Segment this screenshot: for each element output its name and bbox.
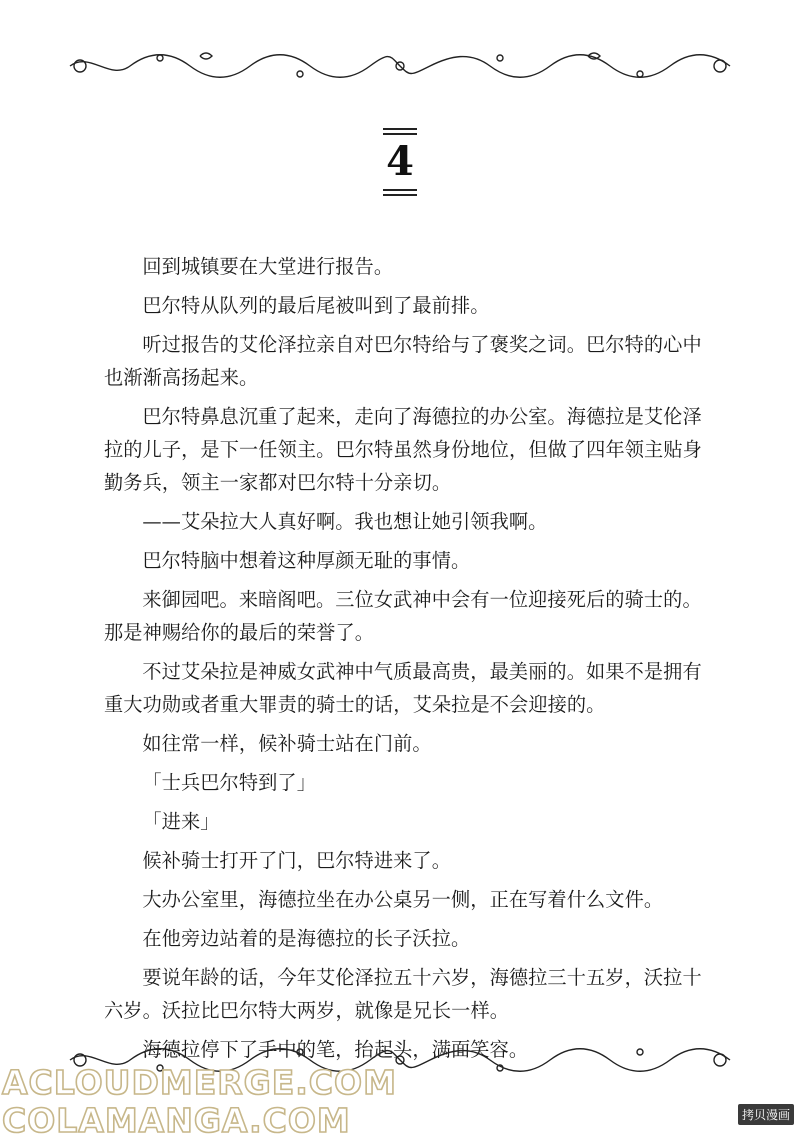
paragraph: 在他旁边站着的是海德拉的长子沃拉。: [142, 927, 471, 950]
paragraph: 如往常一样，候补骑士站在门前。: [142, 732, 432, 755]
paragraph: 来御园吧。来暗阁吧。三位女武神中会有一位迎接死后的骑士的。那是神赐给你的最后的荣誉了。: [104, 588, 702, 644]
paragraph: 「进来」: [142, 810, 220, 833]
paragraph: 海德拉停下了手中的笔，抬起头，满面笑容。: [142, 1038, 529, 1061]
paragraph: 候补骑士打开了门，巴尔特进来了。: [142, 849, 451, 872]
paragraph: 听过报告的艾伦泽拉亲自对巴尔特给与了褒奖之词。巴尔特的心中也渐渐高扬起来。: [104, 333, 702, 389]
paragraph: 大办公室里，海德拉坐在办公桌另一侧，正在写着什么文件。: [142, 888, 664, 911]
watermark: [2, 1064, 397, 1140]
chapter-number: 4: [386, 138, 414, 185]
paragraph: 「士兵巴尔特到了」: [142, 771, 316, 794]
source-stamp: 拷贝漫画: [738, 1104, 794, 1125]
paragraph: ——艾朵拉大人真好啊。我也想让她引领我啊。: [142, 510, 548, 533]
paragraph: 回到城镇要在大堂进行报告。: [142, 255, 394, 278]
body-text: [104, 250, 704, 1072]
paragraph: 不过艾朵拉是神威女武神中气质最高贵，最美丽的。如果不是拥有重大功勋或者重大罪责的骑士的话，艾朵拉是不会迎接的。: [104, 660, 702, 716]
chapter-heading: [0, 128, 800, 196]
chapter-rule-bottom: [383, 189, 417, 196]
paragraph: 要说年龄的话，今年艾伦泽拉五十六岁，海德拉三十五岁，沃拉十六岁。沃拉比巴尔特大两岁，就像是兄长一样。: [104, 966, 702, 1022]
chapter-rule-top: [383, 128, 417, 135]
top-ornament-border: [60, 46, 740, 86]
watermark-line: COLAMANGA.COM: [2, 1101, 351, 1140]
paragraph: 巴尔特鼻息沉重了起来，走向了海德拉的办公室。海德拉是艾伦泽拉的儿子，是下一任领主。巴尔特虽然身份地位，但做了四年领主贴身勤务兵，领主一家都对巴尔特十分亲切。: [104, 405, 702, 494]
paragraph: 巴尔特从队列的最后尾被叫到了最前排。: [142, 294, 490, 317]
watermark-line: ACLOUDMERGE.COM: [2, 1063, 397, 1102]
paragraph: 巴尔特脑中想着这种厚颜无耻的事情。: [142, 549, 471, 572]
